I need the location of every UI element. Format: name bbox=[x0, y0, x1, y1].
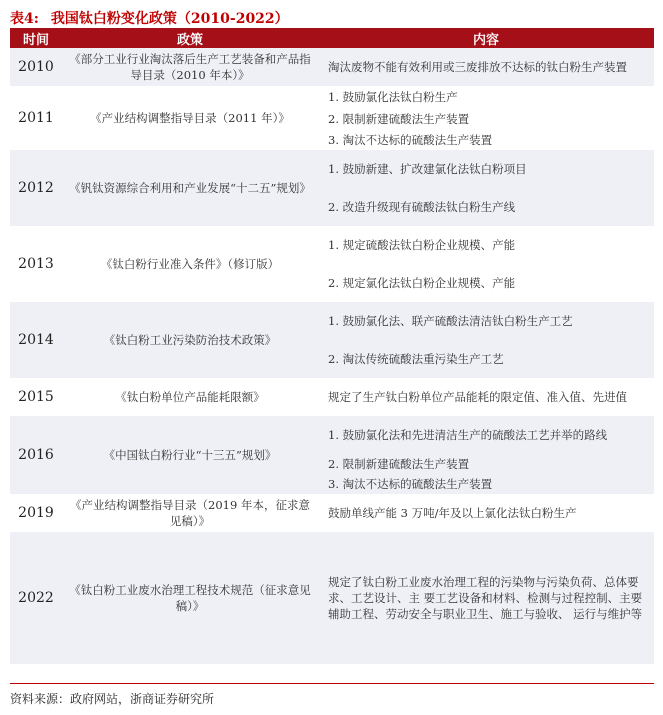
policy-cell: 《钛白粉工业废水治理工程技术规范（征求意见稿）》 bbox=[62, 532, 318, 664]
policy-cell: 《钛白粉单位产品能耗限额》 bbox=[62, 378, 318, 416]
policy-cell: 《钒钛资源综合利用和产业发展“十二五”规划》 bbox=[62, 150, 318, 226]
policy-cell: 《产业结构调整指导目录（2011 年）》 bbox=[62, 86, 318, 150]
header-policy: 政策 bbox=[62, 28, 318, 48]
content-cell: 淘汰废物不能有效利用或三废排放不达标的钛白粉生产装置 bbox=[318, 48, 654, 86]
table-row bbox=[10, 302, 654, 340]
policy-table bbox=[10, 28, 654, 664]
table-row bbox=[10, 48, 654, 86]
year-cell: 2010 bbox=[10, 48, 62, 86]
table-row bbox=[10, 416, 654, 454]
year-cell: 2011 bbox=[10, 86, 62, 150]
content-cell: 规定了生产钛白粉单位产品能耗的限定值、准入值、先进值 bbox=[328, 390, 627, 404]
table-row bbox=[10, 150, 654, 188]
table-row bbox=[10, 494, 654, 532]
policy-cell: 《中国钛白粉行业“十三五”规划》 bbox=[62, 416, 318, 494]
content-cell: 2. 限制新建硫酸法生产装置 bbox=[318, 454, 654, 474]
table-caption bbox=[10, 8, 289, 28]
content-cell: 规定了钛白粉工业废水治理工程的污染物与污染负荷、总体要求、工艺设计、主 要工艺设备和材料、检测与过程控制、主要辅助工程、劳动安全与职业卫生、施工与验收、 运行与维护等 bbox=[318, 532, 654, 664]
content-cell: 1. 鼓励氯化法钛白粉生产 bbox=[328, 90, 458, 104]
policy-cell: 《钛白粉工业污染防治技术政策》 bbox=[62, 302, 318, 378]
content-cell: 1. 规定硫酸法钛白粉企业规模、产能 bbox=[328, 238, 516, 252]
header-content: 内容 bbox=[318, 28, 654, 48]
year-cell: 2022 bbox=[10, 532, 62, 664]
year-cell: 2014 bbox=[10, 302, 62, 378]
table-header-row bbox=[10, 28, 654, 48]
year-cell: 2019 bbox=[10, 494, 62, 532]
year-cell: 2013 bbox=[10, 226, 62, 302]
content-cell: 3. 淘汰不达标的硫酸法生产装置 bbox=[318, 474, 654, 494]
header-year: 时间 bbox=[10, 28, 62, 48]
policy-cell: 《部分工业行业淘汰落后生产工艺装备和产品指导目录（2010 年本）》 bbox=[62, 48, 318, 86]
content-cell: 1. 鼓励氯化法、联产硫酸法清洁钛白粉生产工艺 bbox=[318, 302, 654, 340]
table-row bbox=[10, 86, 654, 108]
content-cell: 1. 鼓励新建、扩改建氯化法钛白粉项目 bbox=[318, 150, 654, 188]
table-row bbox=[10, 226, 654, 264]
policy-cell: 《钛白粉行业准入条件》（修订版） bbox=[62, 226, 318, 302]
content-cell: 鼓励单线产能 3 万吨/年及以上氯化法钛白粉生产 bbox=[328, 506, 577, 520]
year-cell: 2015 bbox=[10, 378, 62, 416]
content-cell: 2. 规定氯化法钛白粉企业规模、产能 bbox=[328, 276, 516, 290]
table-row bbox=[10, 532, 654, 664]
source-note: 资料来源：政府网站，浙商证券研究所 bbox=[10, 692, 215, 706]
table-row bbox=[10, 378, 654, 416]
table-number: 表4: bbox=[10, 11, 39, 27]
content-cell: 2. 限制新建硫酸法生产装置 bbox=[328, 111, 470, 126]
year-cell: 2016 bbox=[10, 416, 62, 494]
content-cell: 1. 鼓励氯化法和先进清洁生产的硫酸法工艺并举的路线 bbox=[318, 416, 654, 454]
content-cell: 2. 淘汰传统硫酸法重污染生产工艺 bbox=[318, 340, 654, 378]
year-cell: 2012 bbox=[10, 150, 62, 226]
content-cell: 2. 改造升级现有硫酸法钛白粉生产线 bbox=[318, 188, 654, 226]
content-cell: 3. 淘汰不达标的硫酸法生产装置 bbox=[328, 132, 493, 147]
table-title: 我国钛白粉变化政策（2010-2022） bbox=[50, 11, 289, 27]
bottom-rule bbox=[10, 683, 654, 684]
policy-cell: 《产业结构调整指导目录（2019 年本，征求意见稿）》 bbox=[62, 494, 318, 532]
